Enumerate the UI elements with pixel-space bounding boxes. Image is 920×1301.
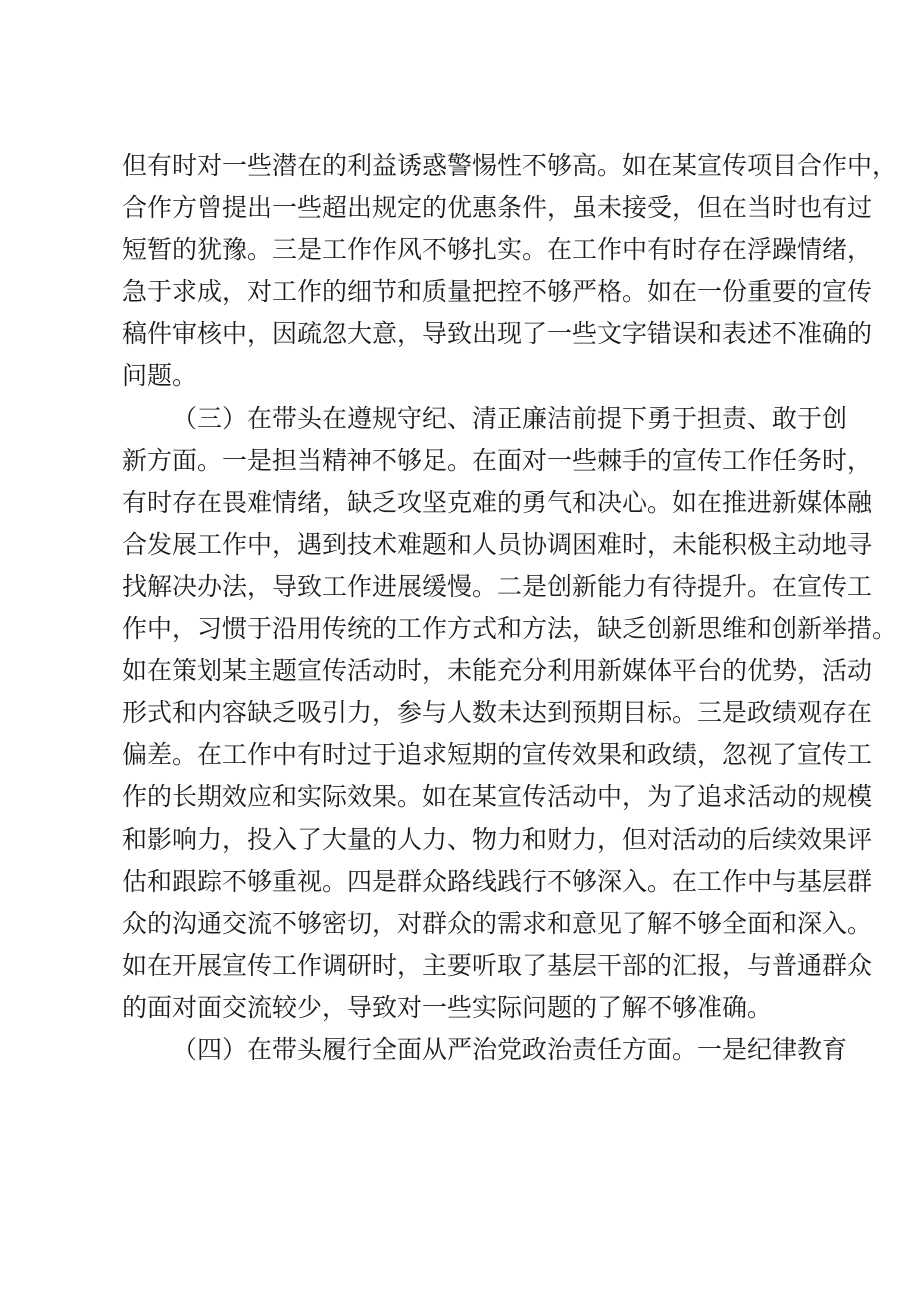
text-line: （四）在带头履行全面从严治党政治责任方面。一是纪律教育	[172, 1034, 848, 1064]
text-line: 作的长期效应和实际效果。如在某宣传活动中，为了追求活动的规模	[122, 782, 873, 812]
text-line: 和影响力，投入了大量的人力、物力和财力，但对活动的后续效果评	[122, 824, 873, 854]
text-line: 如在开展宣传工作调研时，主要听取了基层干部的汇报，与普通群众	[122, 950, 873, 980]
text-line: 问题。	[122, 361, 198, 391]
text-line: 但有时对一些潜在的利益诱惑警惕性不够高。如在某宣传项目合作中，	[122, 151, 898, 180]
text-line: 合发展工作中，遇到技术难题和人员协调困难时，未能积极主动地寻	[122, 529, 873, 559]
text-line: （三）在带头在遵规守纪、清正廉洁前提下勇于担责、敢于创	[172, 403, 848, 433]
text-line: 新方面。一是担当精神不够足。在面对一些棘手的宣传工作任务时，	[122, 445, 873, 475]
text-line: 短暂的犹豫。三是工作作风不够扎实。在工作中有时存在浮躁情绪，	[122, 235, 873, 265]
text-line: 的面对面交流较少，导致对一些实际问题的了解不够准确。	[122, 992, 773, 1022]
text-line: 偏差。在工作中有时过于追求短期的宣传效果和政绩，忽视了宣传工	[122, 740, 873, 770]
text-line: 稿件审核中，因疏忽大意，导致出现了一些文字错误和表述不准确的	[122, 319, 873, 349]
text-line: 找解决办法，导致工作进展缓慢。二是创新能力有待提升。在宣传工	[122, 571, 873, 601]
text-line: 有时存在畏难情绪，缺乏攻坚克难的勇气和决心。如在推进新媒体融	[122, 487, 873, 517]
text-line: 作中，习惯于沿用传统的工作方式和方法，缺乏创新思维和创新举措。	[122, 614, 898, 644]
text-line: 合作方曾提出一些超出规定的优惠条件，虽未接受，但在当时也有过	[122, 193, 873, 223]
text-line: 如在策划某主题宣传活动时，未能充分利用新媒体平台的优势，活动	[122, 656, 873, 686]
text-line: 形式和内容缺乏吸引力，参与人数未达到预期目标。三是政绩观存在	[122, 698, 873, 728]
text-line: 急于求成，对工作的细节和质量把控不够严格。如在一份重要的宣传	[122, 277, 873, 307]
text-line: 众的沟通交流不够密切，对群众的需求和意见了解不够全面和深入。	[122, 908, 873, 938]
body-text	[122, 145, 898, 1071]
text-line: 估和跟踪不够重视。四是群众路线践行不够深入。在工作中与基层群	[122, 866, 873, 896]
